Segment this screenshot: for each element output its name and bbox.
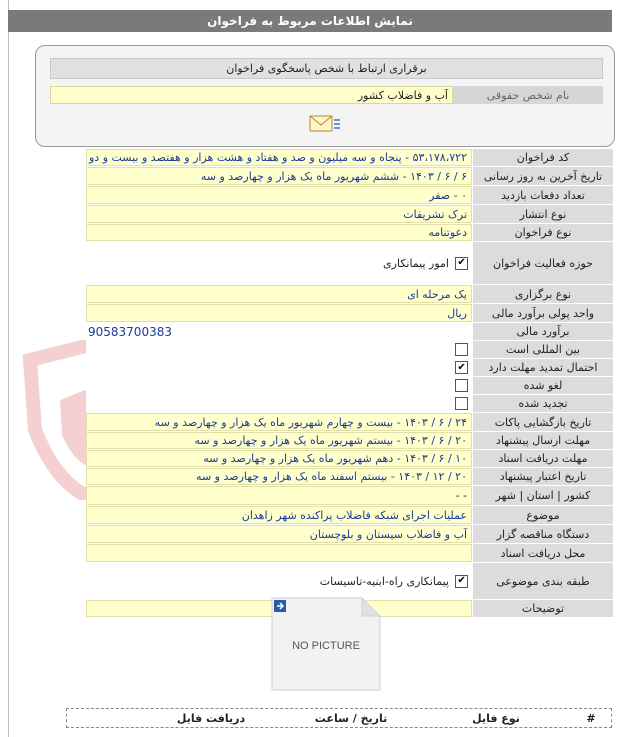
legal-person-value: آب و فاضلاب کشور xyxy=(50,86,453,104)
activity-label: حوزه فعالیت فراخوان xyxy=(472,242,613,284)
location-value: - - xyxy=(86,486,472,505)
extension-value xyxy=(86,359,472,376)
extension-checkbox[interactable]: ✔ xyxy=(455,361,468,374)
row-code xyxy=(86,149,613,167)
row-category xyxy=(86,563,613,600)
files-table-header xyxy=(66,708,612,728)
validity-value: ۲۰ / ۱۲ / ۱۴۰۳ - بیستم اسفند ماه یک هزار و چهارصد و سه xyxy=(86,468,472,485)
holding-type-value: یک مرحله ای xyxy=(86,285,472,303)
publish-type-value: ترک تشریفات xyxy=(86,205,472,223)
col-index: # xyxy=(586,711,596,725)
last-update-label: تاریخ آخرین به روز رسانی xyxy=(472,167,613,185)
row-docs-place xyxy=(86,544,613,563)
category-text: پیمانکاری راه-ابنیه-تاسیسات xyxy=(319,574,449,588)
legal-person-label: نام شخص حقوقی xyxy=(453,86,603,104)
opening-date-label: تاریخ بازگشایی پاکات xyxy=(472,413,613,431)
details-grid xyxy=(86,149,613,618)
last-update-value: ۶ / ۶ / ۱۴۰۳ - ششم شهریور ماه یک هزار و چهارصد و سه xyxy=(86,167,472,185)
organizer-value: آب و فاضلاب سیستان و بلوچستان xyxy=(86,525,472,543)
send-deadline-value: ۲۰ / ۶ / ۱۴۰۳ - بیستم شهریور ماه یک هزار و چهارصد و سه xyxy=(86,432,472,449)
row-opening-date xyxy=(86,413,613,432)
legal-person-row xyxy=(50,86,603,104)
send-deadline-label: مهلت ارسال پیشنهاد xyxy=(472,432,613,449)
row-organizer xyxy=(86,525,613,544)
no-picture-text: NO PICTURE xyxy=(292,640,360,652)
docs-place-value xyxy=(86,544,472,562)
category-value xyxy=(86,563,472,599)
row-docs-deadline xyxy=(86,450,613,468)
row-activity xyxy=(86,242,613,285)
category-label: طبقه بندی موضوعی xyxy=(472,563,613,599)
row-cancelled xyxy=(86,377,613,395)
international-checkbox[interactable] xyxy=(455,343,468,356)
row-visits xyxy=(86,186,613,205)
row-subject xyxy=(86,506,613,525)
subject-label: موضوع xyxy=(472,506,613,524)
cancelled-label: لغو شده xyxy=(472,377,613,394)
col-datetime: تاریخ / ساعت xyxy=(314,711,388,725)
currency-value: ریال xyxy=(86,304,472,322)
docs-place-label: محل دریافت اسناد xyxy=(472,544,613,562)
publish-type-label: نوع انتشار xyxy=(472,205,613,223)
opening-date-value: ۲۴ / ۶ / ۱۴۰۳ - بیست و چهارم شهریور ماه یک هزار و چهارصد و سه xyxy=(86,413,472,431)
activity-checkbox[interactable]: ✔ xyxy=(455,257,468,270)
activity-text: امور پیمانکاری xyxy=(383,256,449,270)
contact-heading: برقراری ارتباط با شخص پاسخگوی فراخوان xyxy=(50,58,603,79)
row-last-update xyxy=(86,167,613,186)
row-extension xyxy=(86,359,613,377)
renewed-label: تجدید شده xyxy=(472,395,613,412)
international-label: بین المللی است xyxy=(472,341,613,358)
row-send-deadline xyxy=(86,432,613,450)
code-value: ۵۳،۱۷۸،۷۲۲ - پنجاه و سه میلیون و صد و هفتاد و هشت هزار و هفتصد و بیست و دو xyxy=(86,149,472,166)
estimate-value: 90583700383 xyxy=(86,323,472,340)
renewed-checkbox[interactable] xyxy=(455,397,468,410)
organizer-label: دستگاه مناقصه گزار xyxy=(472,525,613,543)
col-file-type: نوع فایل xyxy=(472,711,520,725)
docs-deadline-value: ۱۰ / ۶ / ۱۴۰۳ - دهم شهریور ماه یک هزار و چهارصد و سه xyxy=(86,450,472,467)
subject-value: عملیات اجرای شبکه فاضلاب پراکنده شهر زاهدان xyxy=(86,506,472,524)
call-type-label: نوع فراخوان xyxy=(472,224,613,241)
currency-label: واحد پولی برآورد مالی xyxy=(472,304,613,322)
cancelled-checkbox[interactable] xyxy=(455,379,468,392)
row-international xyxy=(86,341,613,359)
estimate-label: برآورد مالی xyxy=(472,323,613,340)
location-label: کشور | استان | شهر xyxy=(472,486,613,505)
category-checkbox[interactable]: ✔ xyxy=(455,575,468,588)
row-estimate xyxy=(86,323,613,341)
holding-type-label: نوع برگزاری xyxy=(472,285,613,303)
mail-send-icon[interactable] xyxy=(307,112,341,136)
visits-label: تعداد دفعات بازدید xyxy=(472,186,613,204)
call-type-value: دعوتنامه xyxy=(86,224,472,241)
extension-label: احتمال تمدید مهلت دارد xyxy=(472,359,613,376)
activity-value xyxy=(86,242,472,284)
renewed-value xyxy=(86,395,472,412)
row-renewed xyxy=(86,395,613,413)
col-download: دریافت فایل xyxy=(176,711,246,725)
row-location xyxy=(86,486,613,506)
cancelled-value xyxy=(86,377,472,394)
row-call-type xyxy=(86,224,613,242)
international-value xyxy=(86,341,472,358)
row-validity xyxy=(86,468,613,486)
row-holding-type xyxy=(86,285,613,304)
validity-label: تاریخ اعتبار پیشنهاد xyxy=(472,468,613,485)
row-currency xyxy=(86,304,613,323)
row-publish-type xyxy=(86,205,613,224)
page-title: نمایش اطلاعات مربوط به فراخوان xyxy=(8,10,612,32)
notes-label: توضیحات xyxy=(472,600,613,617)
code-label: کد فراخوان xyxy=(472,149,613,166)
visits-value: ۰ - صفر xyxy=(86,186,472,204)
docs-deadline-label: مهلت دریافت اسناد xyxy=(472,450,613,467)
no-picture-placeholder xyxy=(270,596,382,692)
